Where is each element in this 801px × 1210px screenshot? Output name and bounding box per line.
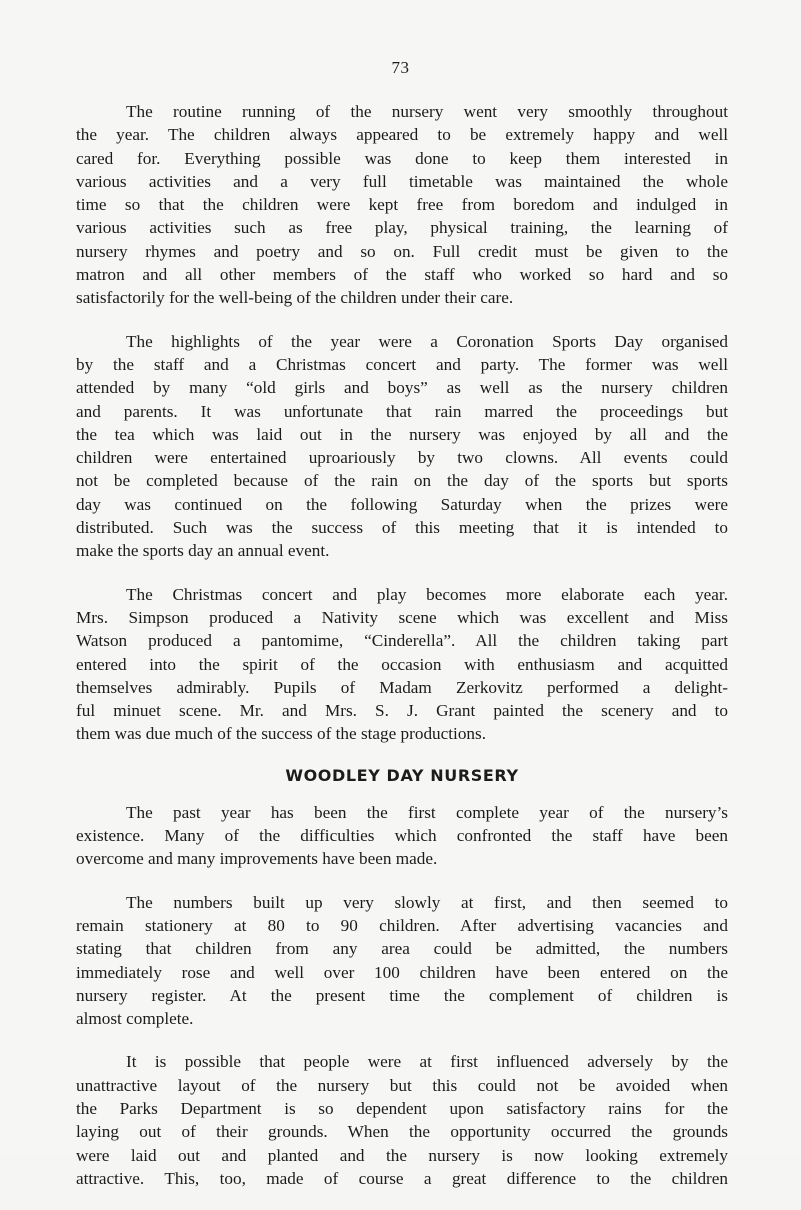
text-line: them was due much of the success of the stage productions. [76,724,487,744]
text-line: various activities such as free play, physical training, the learning of [76,218,728,238]
text-line: the tea which was laid out in the nursery was enjoyed by all and the [76,424,728,444]
text-line: entered into the spirit of the occasion with enthusiasm and acquitted [76,654,728,674]
text-line: The highlights of the year were a Coronation Sports Day organised [126,331,728,351]
section-heading: WOODLEY DAY NURSERY [285,765,519,785]
text-line: The past year has been the first complete year of the nursery’s [126,802,728,822]
nursery-report-section [76,100,728,746]
text-line: were laid out and planted and the nursery is now looking extremely [76,1145,728,1165]
woodley-day-nursery-section [76,801,728,1190]
text-line: satisfactorily for the well-being of the children under their care. [76,288,514,308]
text-line: Mrs. Simpson produced a Nativity scene which was excellent and Miss [76,607,728,627]
paragraph [76,330,728,563]
text-line: The Christmas concert and play becomes more elaborate each year. [126,584,728,604]
text-line: various activities and a very full timetable was maintained the whole [76,171,728,191]
text-line: unattractive layout of the nursery but this could not be avoided when [76,1075,728,1095]
text-line: nursery register. At the present time the complement of children is [76,985,728,1005]
text-line: children were entertained uproariously by two clowns. All events could [76,448,728,468]
text-line: immediately rose and well over 100 children have been entered on the [76,962,728,982]
paragraph [76,1050,728,1190]
text-line: stating that children from any area could be admitted, the numbers [76,939,728,959]
text-line: Watson produced a pantomime, “Cinderella”. All the children taking part [76,631,728,651]
text-line: laying out of their grounds. When the opportunity occurred the grounds [76,1122,728,1142]
text-line: matron and all other members of the staff who worked so hard and so [76,265,728,285]
text-line: ful minuet scene. Mr. and Mrs. S. J. Grant painted the scenery and to [76,701,728,721]
text-line: attended by many “old girls and boys” as well as the nursery children [76,378,728,398]
page-number: 73 [391,58,410,77]
text-line: and parents. It was unfortunate that rain marred the proceedings but [76,401,728,421]
text-line: distributed. Such was the success of this meeting that it is intended to [76,518,728,538]
text-line: attractive. This, too, made of course a great difference to the children [76,1168,728,1188]
paragraph [76,801,728,871]
paragraph [76,583,728,746]
text-line: The routine running of the nursery went very smoothly throughout [126,102,728,121]
paragraph [76,891,728,1031]
text-line: remain stationery at 80 to 90 children. After advertising vacancies and [76,915,728,935]
text-line: existence. Many of the difficulties which confronted the staff have been [76,826,728,846]
text-line: nursery rhymes and poetry and so on. Full credit must be given to the [76,241,728,261]
text-line: the year. The children always appeared to be extremely happy and well [76,125,728,145]
text-line: It is possible that people were at first influenced adversely by the [126,1052,728,1072]
body-text [76,100,728,1210]
paragraph [76,100,728,310]
text-line: day was continued on the following Saturday when the prizes were [76,494,728,514]
text-line: cared for. Everything possible was done to keep them interested in [76,148,728,168]
text-line: almost complete. [76,1009,194,1029]
text-line: not be completed because of the rain on the day of the sports but sports [76,471,728,491]
text-line: overcome and many improvements have been made. [76,849,438,869]
text-line: make the sports day an annual event. [76,541,330,561]
text-line: time so that the children were kept free from boredom and indulged in [76,195,728,215]
text-line: The numbers built up very slowly at first, and then seemed to [126,892,728,912]
text-line: themselves admirably. Pupils of Madam Zerkovitz performed a delight- [76,677,728,697]
text-line: the Parks Department is so dependent upon satisfactory rains for the [76,1098,728,1118]
text-line: by the staff and a Christmas concert and party. The former was well [76,354,728,374]
